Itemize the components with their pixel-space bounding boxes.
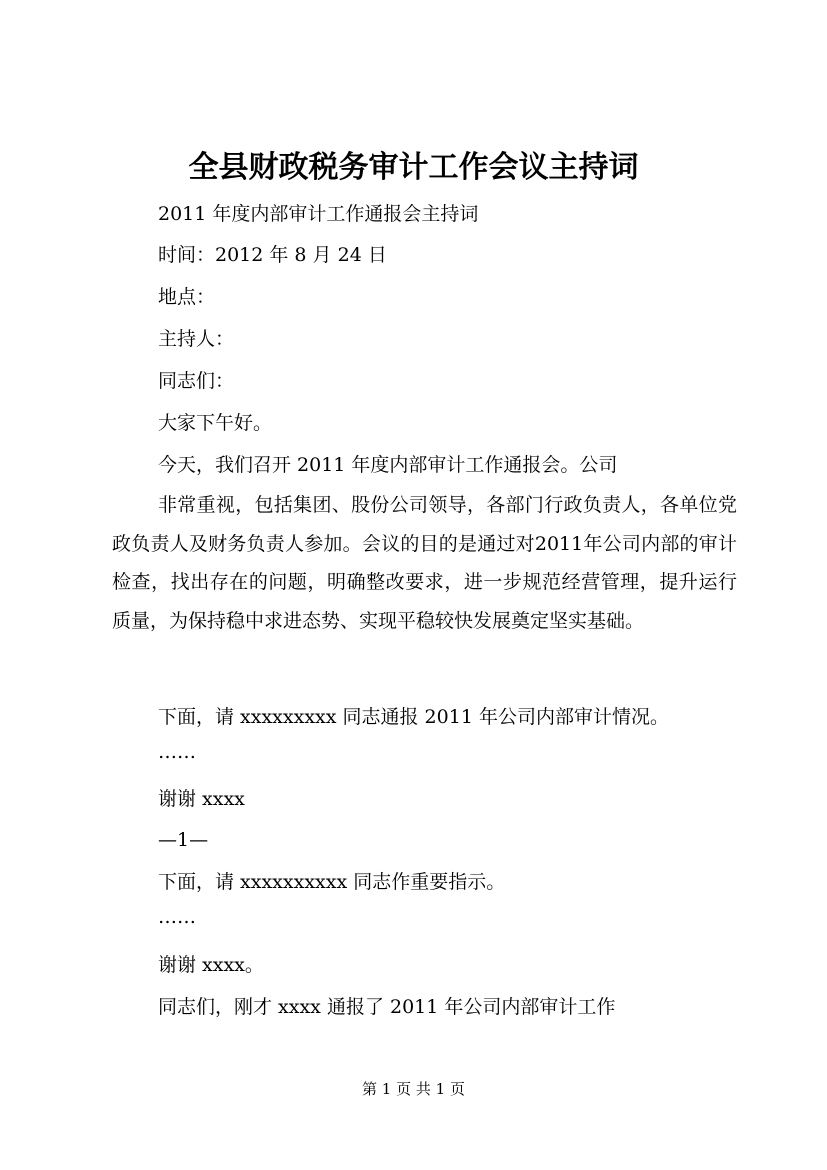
today-line: 今天，我们召开 2011 年度内部审计工作通报会。公司 xyxy=(158,454,618,476)
thanks-line-2: 谢谢 xxxx。 xyxy=(158,954,264,976)
ellipsis-line: …… xyxy=(158,741,196,763)
host-line: 主持人： xyxy=(158,328,235,350)
document-title: 全县财政税务审计工作会议主持词 xyxy=(188,150,639,185)
page-marker-line: —1— xyxy=(158,829,209,851)
time-line: 时间：2012 年 8 月 24 日 xyxy=(158,244,387,266)
closing-line: 同志们，刚才 xxxx 通报了 2011 年公司内部审计工作 xyxy=(158,996,616,1018)
instruction-invite-line: 下面，请 xxxxxxxxxx 同志作重要指示。 xyxy=(158,871,506,893)
report-invite-line: 下面，请 xxxxxxxxx 同志通报 2011 年公司内部审计情况。 xyxy=(158,706,669,728)
subtitle-line: 2011 年度内部审计工作通报会主持词 xyxy=(158,203,479,225)
page-footer: 第 1 页 共 1 页 xyxy=(362,1080,465,1098)
location-line: 地点： xyxy=(158,286,216,308)
good-afternoon-line: 大家下午好。 xyxy=(158,412,273,434)
main-paragraph: 非常重视，包括集团、股份公司领导，各部门行政负责人，各单位党政负责人及财务负责人参加。会议的目的是通过对2011年公司内部的审计检查，找出存在的问题，明确整改要求，进一步规范经营管理，提升运行质量，为保持稳中求进态势、实现平稳较快发展奠定坚实基础。 xyxy=(112,494,737,632)
ellipsis-line-2: …… xyxy=(158,906,196,928)
thanks-line: 谢谢 xxxx xyxy=(158,788,245,810)
greeting-line: 同志们： xyxy=(158,370,235,392)
